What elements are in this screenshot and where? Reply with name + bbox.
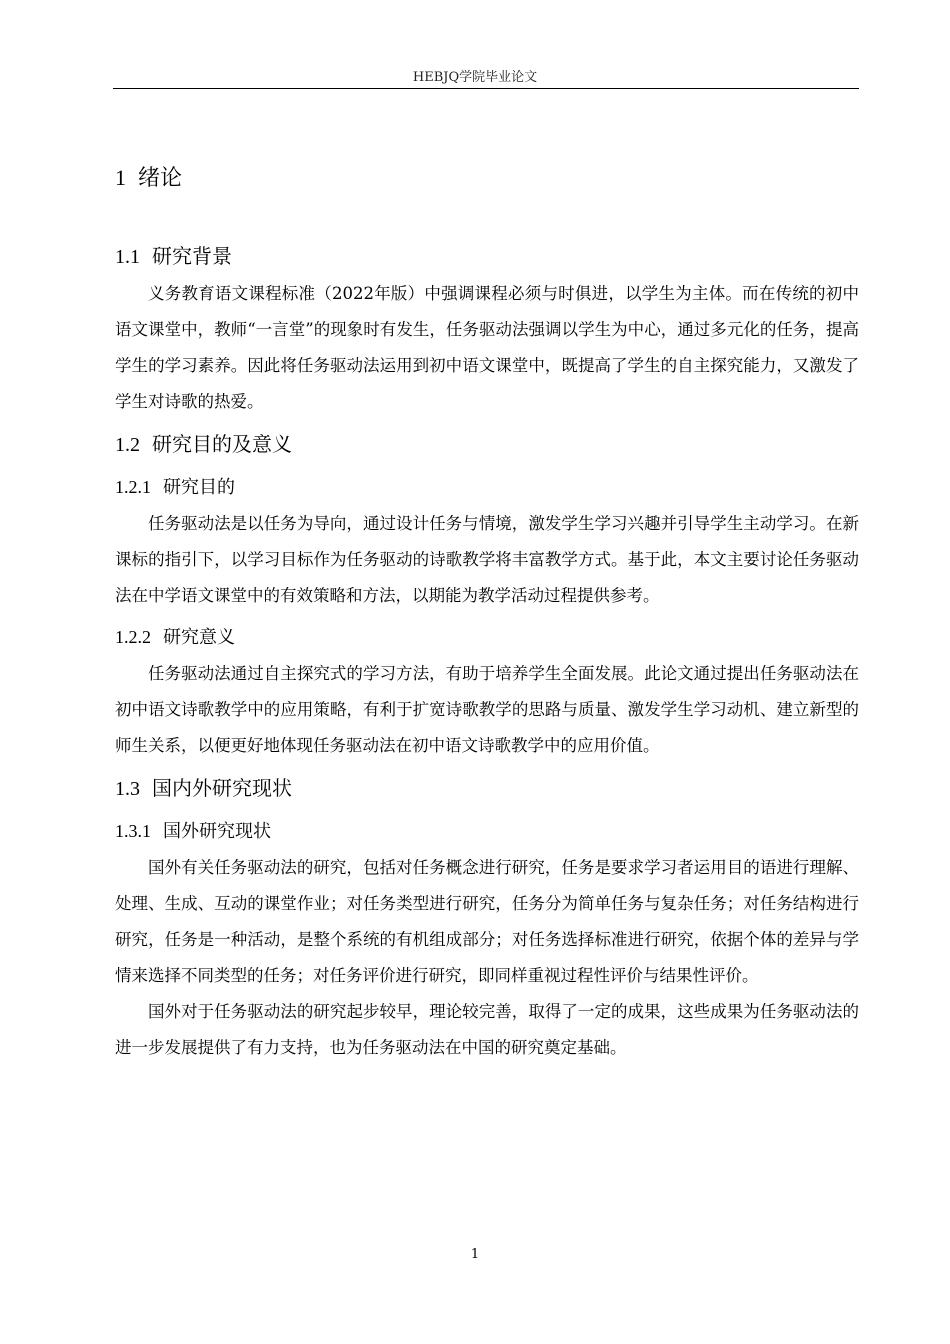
- section-number: 1.3: [115, 778, 140, 800]
- subsection-title: 研究目的: [163, 477, 235, 498]
- subsection-number: 1.3.1: [115, 821, 151, 841]
- section-title: 研究目的及意义: [152, 432, 292, 456]
- section-title: 国内外研究现状: [152, 776, 292, 800]
- subsection-title: 研究意义: [163, 627, 235, 648]
- subsection-heading-1-2-1: [115, 468, 859, 506]
- running-header: HEBJQ学院毕业论文: [412, 70, 538, 85]
- section-number: 1.2: [115, 434, 140, 456]
- subsection-title: 国外研究现状: [163, 821, 271, 842]
- chapter-heading: [115, 150, 859, 206]
- paragraph-foreign-research-2: 国外对于任务驱动法的研究起步较早，理论较完善，取得了一定的成果，这些成果为任务驱动法的进一步发展提供了有力支持，也为任务驱动法在中国的研究奠定基础。: [115, 1002, 859, 1057]
- paragraph-background: 义务教育语文课程标准（2022年版）中强调课程必须与时俱进，以学生为主体。而在传统的初中语文课堂中，教师“一言堂”的现象时有发生，任务驱动法强调以学生为中心，通过多元化的任务，提高学生的学习素养。因此将任务驱动法运用到初中语文课堂中，既提高了学生的自主探究能力，又激发了学生对诗歌的热爱。: [115, 284, 859, 411]
- paragraph-purpose: 任务驱动法是以任务为导向，通过设计任务与情境，激发学生学习兴趣并引导学生主动学习。在新课标的指引下，以学习目标作为任务驱动的诗歌教学将丰富教学方式。基于此，本文主要讨论任务驱动法在中学语文课堂中的有效策略和方法，以期能为教学活动过程提供参考。: [115, 514, 859, 605]
- chapter-number: 1: [115, 165, 126, 190]
- section-heading-1-1: [115, 236, 859, 276]
- section-heading-1-2: [115, 424, 859, 464]
- section-number: 1.1: [115, 246, 140, 268]
- chapter-title: 绪论: [138, 166, 183, 191]
- section-title: 研究背景: [152, 244, 232, 268]
- page-number: 1: [470, 1247, 480, 1262]
- subsection-number: 1.2.2: [115, 627, 151, 647]
- subsection-number: 1.2.1: [115, 477, 151, 497]
- page-content: [115, 150, 859, 1066]
- subsection-heading-1-3-1: [115, 812, 859, 850]
- header-rule: [113, 88, 859, 89]
- paragraph-foreign-research-1: 国外有关任务驱动法的研究，包括对任务概念进行研究，任务是要求学习者运用目的语进行理解、处理、生成、互动的课堂作业；对任务类型进行研究，任务分为简单任务与复杂任务；对任务结构进行研究，任务是一种活动，是整个系统的有机组成部分；对任务选择标准进行研究，依据个体的差异与学情来选择不同类型的任务；对任务评价进行研究，即同样重视过程性评价与结果性评价。: [115, 858, 859, 985]
- subsection-heading-1-2-2: [115, 618, 859, 656]
- paragraph-significance: 任务驱动法通过自主探究式的学习方法，有助于培养学生全面发展。此论文通过提出任务驱动法在初中语文诗歌教学中的应用策略，有利于扩宽诗歌教学的思路与质量、激发学生学习动机、建立新型的师生关系，以便更好地体现任务驱动法在初中语文诗歌教学中的应用价值。: [115, 664, 859, 755]
- section-heading-1-3: [115, 768, 859, 808]
